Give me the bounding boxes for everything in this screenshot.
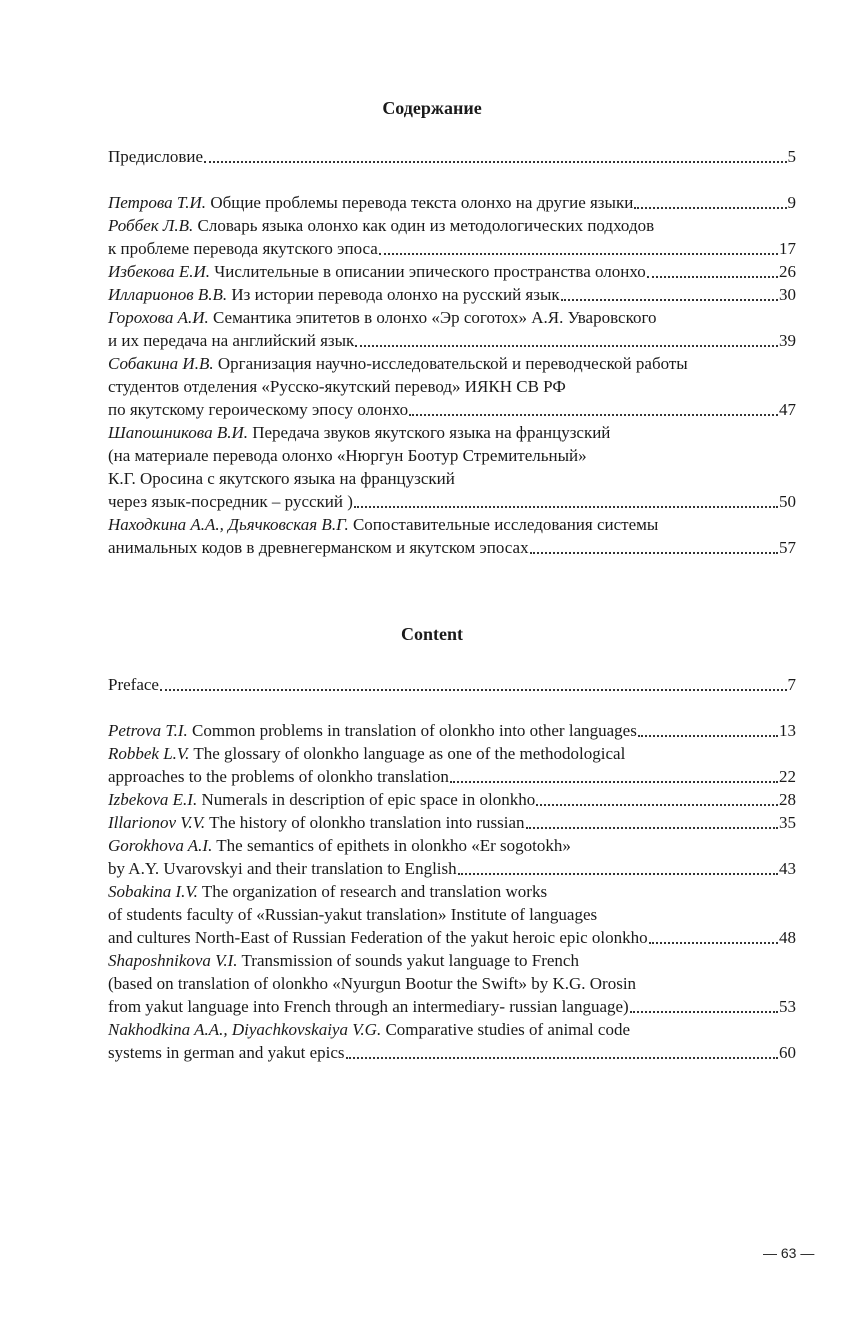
entry-author: Robbek L.V.: [108, 744, 190, 763]
entry-title-line: по якутскому героическому эпосу олонхо: [108, 400, 409, 419]
entry-page-number: 57: [779, 538, 796, 557]
entry-author: Petrova T.I.: [108, 721, 188, 740]
entry-page-number: 30: [779, 285, 796, 304]
entry-author: Роббек Л.В.: [108, 216, 194, 235]
toc-entry[interactable]: [108, 719, 796, 742]
leader-dots: [204, 161, 786, 163]
toc-entry[interactable]: [108, 1018, 796, 1064]
toc-entry[interactable]: [108, 513, 796, 559]
entry-title-line: and cultures North-East of Russian Federation of the yakut heroic epic olonkho: [108, 928, 648, 947]
entry-page-number: 48: [779, 928, 796, 947]
leader-dots: [346, 1057, 778, 1059]
entry-title: Preface: [108, 675, 159, 694]
toc-entry[interactable]: [108, 834, 796, 880]
english-contents-heading: Content: [401, 624, 463, 644]
leader-dots: [649, 942, 778, 944]
toc-entry[interactable]: [108, 306, 796, 352]
entry-title-line: Сопоставительные исследования системы: [352, 515, 659, 534]
entry-author: Illarionov V.V.: [108, 813, 206, 832]
entry-title-line: The organization of research and translation works: [201, 882, 548, 901]
entry-title-line: approaches to the problems of olonkho translation: [108, 767, 449, 786]
entry-page-number: 7: [787, 675, 796, 694]
leader-dots: [647, 276, 778, 278]
entry-page-number: 39: [779, 331, 796, 350]
entry-title-line: студентов отделения «Русско-якутский перевод» ИЯКН СВ РФ: [108, 377, 566, 396]
leader-dots: [561, 299, 778, 301]
entry-author: Sobakina I.V.: [108, 882, 198, 901]
leader-dots: [526, 827, 779, 829]
entry-author: Находкина А.А., Дьячковская В.Г.: [108, 515, 349, 534]
entry-title-line: к проблеме перевода якутского эпоса: [108, 239, 378, 258]
entry-page-number: 17: [779, 239, 796, 258]
leader-dots: [530, 552, 778, 554]
russian-contents-heading: Содержание: [382, 98, 482, 118]
entry-title-line: К.Г. Оросина с якутского языка на французский: [108, 469, 455, 488]
entry-author: Gorokhova A.I.: [108, 836, 213, 855]
russian-toc: [108, 145, 796, 559]
entry-title: Предисловие: [108, 147, 204, 166]
entry-author: Избекова Е.И.: [108, 262, 210, 281]
entry-title-line: Общие проблемы перевода текста олонхо на другие языки: [210, 193, 634, 212]
toc-entry[interactable]: [108, 949, 796, 1018]
entry-page-number: 22: [779, 767, 796, 786]
leader-dots: [458, 873, 778, 875]
leader-dots: [354, 506, 778, 508]
entry-page-number: 9: [787, 193, 796, 212]
entry-title-line: of students faculty of «Russian-yakut translation» Institute of languages: [108, 905, 598, 924]
entry-author: Собакина И.В.: [108, 354, 214, 373]
toc-entry[interactable]: [108, 742, 796, 788]
entry-author: Nakhodkina A.A., Diyachkovskaiya V.G.: [108, 1020, 382, 1039]
entry-page-number: 50: [779, 492, 796, 511]
entry-title-line: Numerals in description of epic space in olonkho: [201, 790, 536, 809]
leader-dots: [638, 735, 778, 737]
leader-dots: [630, 1011, 778, 1013]
leader-dots: [409, 414, 778, 416]
entry-title-line: Common problems in translation of olonkho into other languages: [192, 721, 637, 740]
toc-entry[interactable]: [108, 880, 796, 949]
entry-page-number: 26: [779, 262, 796, 281]
entry-title-line: Семантика эпитетов в олонхо «Эр соготох» А.Я. Уваровского: [213, 308, 657, 327]
entry-title-line: from yakut language into French through an intermediary- russian language): [108, 997, 629, 1016]
entry-title-line: The glossary of olonkho language as one of the methodological: [193, 744, 626, 763]
toc-entry-preface[interactable]: [108, 145, 796, 168]
entry-author: Илларионов В.В.: [108, 285, 228, 304]
entry-author: Izbekova E.I.: [108, 790, 198, 809]
entry-title-line: The history of olonkho translation into russian: [209, 813, 525, 832]
entry-page-number: 5: [787, 147, 796, 166]
entry-author: Горохова А.И.: [108, 308, 209, 327]
entry-title-line: Числительные в описании эпического пространства олонхо: [214, 262, 646, 281]
toc-entry[interactable]: [108, 191, 796, 214]
entry-title-line: Из истории перевода олонхо на русский язык: [231, 285, 560, 304]
leader-dots: [160, 689, 787, 691]
entry-title-line: (на материале перевода олонхо «Нюргун Боотур Стремительный»: [108, 446, 587, 465]
toc-entry[interactable]: [108, 283, 796, 306]
toc-entry[interactable]: [108, 352, 796, 421]
toc-entry[interactable]: [108, 214, 796, 260]
entry-page-number: 47: [779, 400, 796, 419]
toc-entry[interactable]: [108, 421, 796, 513]
entry-title-line: Словарь языка олонхо как один из методологических подходов: [197, 216, 655, 235]
entry-page-number: 35: [779, 813, 796, 832]
entry-title-line: Comparative studies of animal code: [385, 1020, 630, 1039]
entry-title-line: через язык-посредник – русский ): [108, 492, 353, 511]
leader-dots: [536, 804, 778, 806]
english-toc: [108, 673, 796, 1064]
entry-title-line: Transmission of sounds yakut language to French: [241, 951, 579, 970]
entry-page-number: 43: [779, 859, 796, 878]
entry-page-number: 53: [779, 997, 796, 1016]
leader-dots: [379, 253, 778, 255]
toc-entry[interactable]: [108, 811, 796, 834]
entry-author: Шапошникова В.И.: [108, 423, 248, 442]
entry-title-line: анимальных кодов в древнегерманском и якутском эпосах: [108, 538, 529, 557]
entry-page-number: 60: [779, 1043, 796, 1062]
toc-entry[interactable]: [108, 788, 796, 811]
toc-entry-preface[interactable]: [108, 673, 796, 696]
entry-title-line: systems in german and yakut epics: [108, 1043, 345, 1062]
leader-dots: [355, 345, 778, 347]
entry-title-line: Организация научно-исследовательской и переводческой работы: [217, 354, 688, 373]
toc-entry[interactable]: [108, 260, 796, 283]
entry-title-line: The semantics of epithets in olonkho «Er sogotokh»: [216, 836, 571, 855]
leader-dots: [634, 207, 786, 209]
entry-title-line: Передача звуков якутского языка на французский: [252, 423, 611, 442]
entry-title-line: (based on translation of olonkho «Nyurgun Bootur the Swift» by K.G. Orosin: [108, 974, 637, 993]
entry-author: Shaposhnikova V.I.: [108, 951, 238, 970]
entry-title-line: и их передача на английский язык: [108, 331, 355, 350]
leader-dots: [450, 781, 778, 783]
entry-page-number: 28: [779, 790, 796, 809]
entry-author: Петрова Т.И.: [108, 193, 207, 212]
entry-page-number: 13: [779, 721, 796, 740]
page-number: — 63 —: [763, 1245, 815, 1261]
entry-title-line: by A.Y. Uvarovskyi and their translation to English: [108, 859, 457, 878]
